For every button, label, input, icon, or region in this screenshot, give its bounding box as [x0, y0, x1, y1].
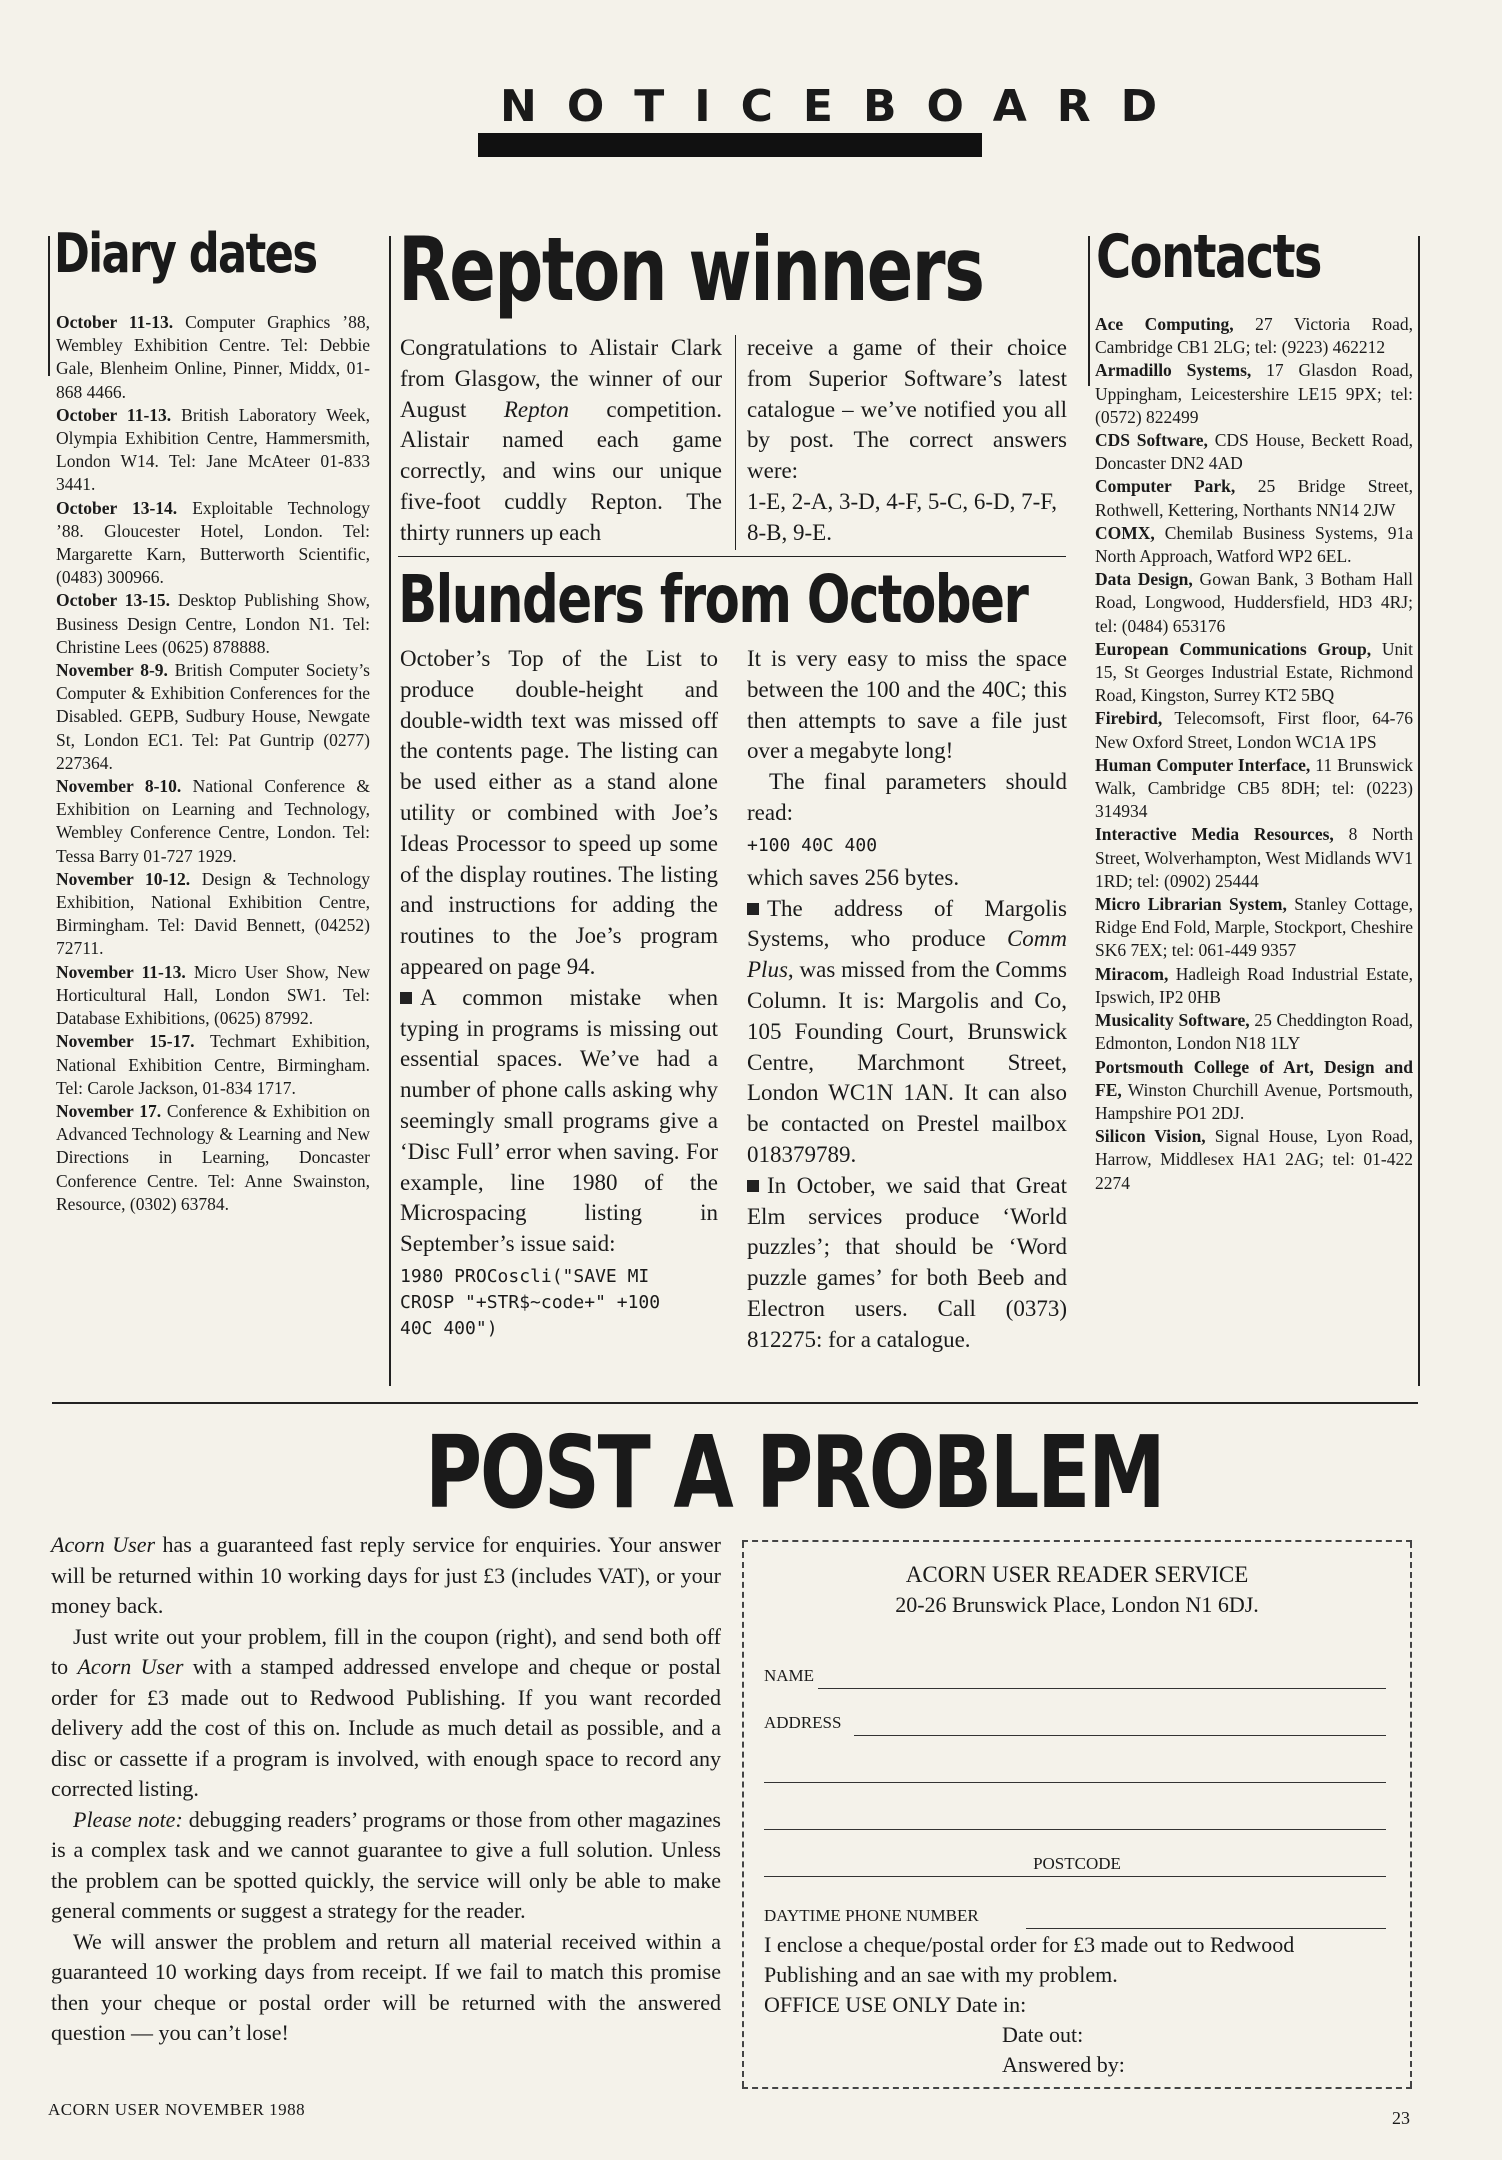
- office-use-label: OFFICE USE ONLY Date in:: [764, 1992, 1027, 2017]
- address-field-3[interactable]: [764, 1829, 1386, 1830]
- repton-title: Repton winners: [398, 218, 984, 321]
- contacts-right-rule: [1418, 236, 1420, 1386]
- postcode-field[interactable]: [764, 1876, 1386, 1877]
- contact-entry: Interactive Media Resources, 8 North Street, Wolverhampton, West Midlands WV1 1RD; tel: (0902) 25444: [1095, 824, 1413, 891]
- post-body: Acorn User has a guaranteed fast reply service for enquiries. Your answer will be returned within 10 working days for just £3 (includes VAT), or your money back. Just write out your problem, fill in the coupon (right), and send both off to Acorn User with a stamped addressed envelope and cheque or postal order for £3 made out to Redwood Publishing. If you want recorded delivery add the cost of this on. Include as much detail as possible, and a disc or cassette if a program is involved, with enough space to record any corrected listing. Please note: debugging readers’ programs or those from other magazines is a complex task and we cannot guarantee to give a full solution. Unless the problem can be spotted quickly, the service will only be able to make general comments or suggest a strategy for the reader. We will answer the problem and return all material received within a guaranteed 10 working days from receipt. If we fail to match this promise then your cheque or postal order will be returned with the answered question — you can’t lose!: [51, 1532, 721, 2045]
- contact-entry: Musicality Software, 25 Cheddington Road, Edmonton, London N18 1LY: [1095, 1010, 1413, 1054]
- diary-entry: October 11-13. Computer Graphics ’88, Wembley Exhibition Centre. Tel: Debbie Gale, Blenheim Online, Pinner, Middx, 01-868 4466.: [56, 312, 370, 402]
- diary-list: [56, 311, 370, 1216]
- contact-entry: CDS Software, CDS House, Beckett Road, Doncaster DN2 4AD: [1095, 430, 1413, 474]
- blunders-column-2: It is very easy to miss the space between the 100 and the 40C; this then attempts to save a file just over a megabyte long! The final parameters should read: +100 40C 400 which saves 256 bytes. The address of Margolis Systems, who produce Comm Plus, was missed from the Comms Column. It is: Margolis and Co, 105 Founding Court, Brunswick Centre, Marchmont Street, London WC1N 1AN. It can also be contacted on Prestel mailbox 018379789. In October, we said that Great Elm services produce ‘World puzzles’; that should be ‘Word puzzle games’ for both Beeb and Electron users. Call (0373) 812275: for a catalogue.: [747, 646, 1067, 1352]
- blunders-column-1: October’s Top of the List to produce double-height and double-width text was missed off the contents page. The listing can be used either as a stand alone utility or combined with Joe’s Ideas Processor to speed up some of the display routines. The listing and instructions for adding the routines to the Joe’s program appeared on page 94. A common mistake when typing in programs is missing out essential spaces. We’ve had a number of phone calls asking why seemingly small programs give a ‘Disc Full’ error when saving. For example, line 1980 of the Microspacing listing in September’s issue said: 1980 PROCoscli("SAVE MI CROSP "+STR$~code+" +100 40C 400"): [400, 644, 718, 1346]
- bullet-icon: [400, 992, 412, 1004]
- post-title: POST A PROBLEM: [425, 1414, 1164, 1531]
- diary-entry: November 8-9. British Computer Society’s Computer & Exhibition Conferences for the Disabled. GEPB, Sudbury House, Newgate St, London EC1. Tel: Pat Guntrip (0277) 227364.: [56, 660, 370, 773]
- repton-column-1: Congratulations to Alistair Clark from Glasgow, the winner of our August Repton competition. Alistair named each game correctly, and wins our unique five-foot cuddly Repton. The thirty runners up each: [400, 335, 723, 545]
- bullet-icon: [747, 903, 759, 915]
- contact-entry: Armadillo Systems, 17 Glasdon Road, Uppingham, Leicestershire LE15 9PX; tel: (0572) 822499: [1095, 360, 1413, 427]
- repton-answers: 1-E, 2-A, 3-D, 4-F, 5-C, 6-D, 7-F, 8-B, 9-E.: [747, 488, 1057, 545]
- date-out-label: Date out:: [1002, 2022, 1084, 2047]
- contacts-title: Contacts: [1096, 222, 1321, 292]
- contact-entry: Portsmouth College of Art, Design and FE, Winston Churchill Avenue, Portsmouth, Hampshire PO1 2DJ.: [1095, 1056, 1413, 1123]
- contact-entry: Miracom, Hadleigh Road Industrial Estate, Ipswich, IP2 0HB: [1095, 963, 1413, 1007]
- diary-entry: October 11-13. British Laboratory Week, Olympia Exhibition Centre, Hammersmith, London W14. Tel: Jane McAteer 01-833 3441.: [56, 404, 370, 495]
- section-title: NOTICEBOARD: [500, 81, 1188, 132]
- code-listing: 1980 PROCoscli("SAVE MI CROSP "+STR$~code+" +100 40C 400"): [400, 1265, 661, 1339]
- address-label: ADDRESS: [764, 1713, 842, 1732]
- blunders-title: Blunders from October: [398, 561, 1028, 638]
- contact-entry: European Communications Group, Unit 15, St Georges Industrial Estate, Richmond Road, Kingston, Surrey KT2 5BQ: [1095, 638, 1413, 706]
- repton-bottom-rule: [398, 556, 1066, 557]
- answered-by-label: Answered by:: [1002, 2052, 1125, 2077]
- contact-entry: Micro Librarian System, Stanley Cottage, Ridge End Fold, Marple, Stockport, Cheshire SK6 7EX; tel: 061-449 9357: [1095, 894, 1413, 961]
- contact-entry: Data Design, Gowan Bank, 3 Botham Hall Road, Longwood, Huddersfield, HD3 4RJ; tel: (0484) 653176: [1095, 569, 1414, 636]
- contact-entry: Firebird, Telecomsoft, First floor, 64-76 New Oxford Street, London WC1A 1PS: [1095, 708, 1413, 752]
- contact-entry: COMX, Chemilab Business Systems, 91a North Approach, Watford WP2 6EL.: [1095, 522, 1413, 567]
- diary-entry: November 8-10. National Conference & Exhibition on Learning and Technology, Wembley Conference Centre, London. Tel: Tessa Barry 01-727 1929.: [56, 776, 370, 866]
- diary-entry: November 10-12. Design & Technology Exhibition, National Exhibition Centre, Birmingham. Tel: David Bennett, (04252) 72711.: [56, 868, 370, 959]
- repton-column-rule: [735, 335, 736, 550]
- diary-entry: November 11-13. Micro User Show, New Horticultural Hall, London SW1. Tel: Database Exhibitions, (0625) 87992.: [56, 961, 371, 1029]
- address-field-2[interactable]: [764, 1782, 1386, 1783]
- diary-entry: October 13-15. Desktop Publishing Show, Business Design Centre, London N1. Tel: Christine Lees (0625) 878888.: [56, 590, 370, 657]
- phone-label: DAYTIME PHONE NUMBER: [764, 1906, 979, 1925]
- coupon-address: 20-26 Brunswick Place, London N1 6DJ.: [895, 1592, 1259, 1617]
- diary-right-rule: [389, 236, 391, 1386]
- contact-entry: Ace Computing, 27 Victoria Road, Cambridge CB1 2LG; tel: (9223) 462212: [1095, 314, 1413, 358]
- name-field[interactable]: [818, 1688, 1386, 1689]
- name-label: NAME: [764, 1666, 815, 1685]
- code-parameters: +100 40C 400: [747, 834, 878, 856]
- postcode-label: POSTCODE: [1033, 1854, 1121, 1873]
- diary-left-rule: [48, 236, 50, 376]
- coupon-heading: ACORN USER READER SERVICE: [905, 1562, 1249, 1587]
- diary-entry: November 15-17. Techmart Exhibition, National Exhibition Centre, Birmingham. Tel: Carole Jackson, 01-834 1717.: [56, 1031, 370, 1098]
- repton-column-2: receive a game of their choice from Superior Software’s latest catalogue – we’ve notified you all by post. The correct answers were: 1-E, 2-A, 3-D, 4-F, 5-C, 6-D, 7-F, 8-B, 9-E.: [747, 333, 1067, 549]
- contact-entry: Human Computer Interface, 11 Brunswick Walk, Cambridge CB5 8DH; tel: (0223) 314934: [1095, 754, 1413, 822]
- contact-entry: Silicon Vision, Signal House, Lyon Road, Harrow, Middlesex HA1 2AG; tel: 01-422 2274: [1095, 1126, 1413, 1193]
- phone-field[interactable]: [1026, 1928, 1386, 1929]
- section-title-bar: [478, 133, 982, 157]
- contacts-list: [1095, 313, 1413, 1195]
- diary-entry: November 17. Conference & Exhibition on Advanced Technology & Learning and New Directions in Learning, Doncaster Conference Centre. Tel: Anne Swainston, Resource, (0302) 63784.: [56, 1100, 370, 1214]
- contact-entry: Computer Park, 25 Bridge Street, Rothwell, Kettering, Northants NN14 2JW: [1095, 476, 1413, 520]
- page-number: 23: [1392, 2108, 1410, 2128]
- enclose-text: I enclose a cheque/postal order for £3 made out to Redwood Publishing and an sae with my problem.: [764, 1932, 1295, 1987]
- section-divider: [52, 1402, 1418, 1404]
- address-field-1[interactable]: [854, 1735, 1386, 1736]
- contacts-left-rule: [1088, 236, 1090, 386]
- diary-entry: October 13-14. Exploitable Technology ’88. Gloucester Hotel, London. Tel: Margarette Karn, Butterworth Scientific, (0483) 300966.: [56, 497, 370, 588]
- bullet-icon: [747, 1180, 759, 1192]
- footer-publication: ACORN USER NOVEMBER 1988: [48, 2100, 306, 2119]
- diary-title: Diary dates: [54, 222, 317, 285]
- reader-service-coupon: [742, 1540, 1412, 2089]
